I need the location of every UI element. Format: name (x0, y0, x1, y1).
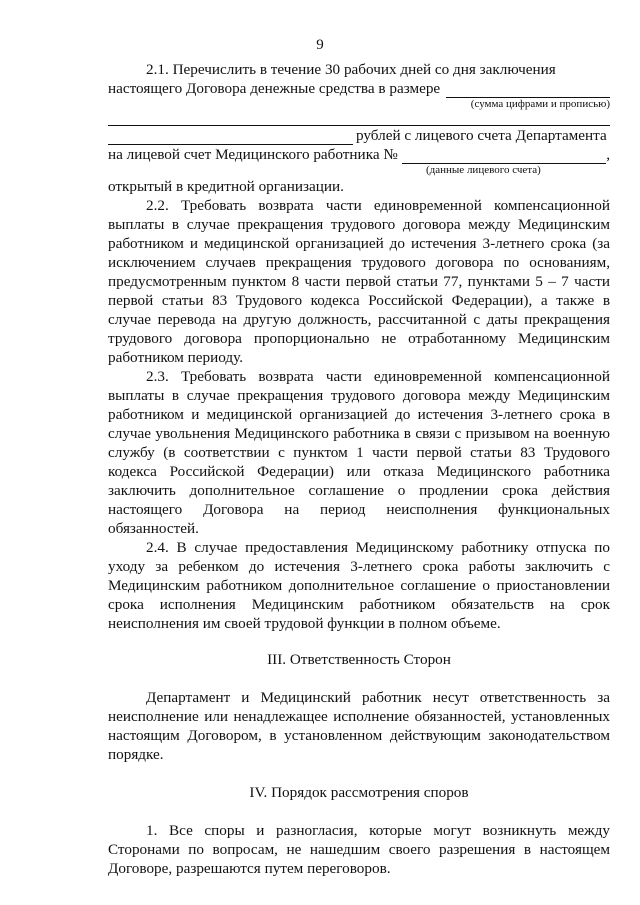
account-comma: , (606, 146, 610, 163)
clause-2-1-opened: открытый в кредитной организации. (108, 178, 344, 195)
page-number: 9 (316, 37, 324, 53)
hint-sum: (сумма цифрами и прописью) (470, 98, 610, 110)
clause-2-1-amount-row (108, 79, 610, 98)
amount-continuation-row (108, 111, 610, 126)
section-3-heading: III. Ответственность Сторон (267, 651, 451, 668)
clause-2-1-account-text: на лицевой счет Медицинского работника № (108, 146, 398, 163)
document-body (108, 60, 610, 878)
clause-2-3: 2.3. Требовать возврата части единовременной компенсационной выплаты в случае прекращения трудового договора между Медицинским работником и медицинской организацией до истечения 3-летнего срока в случае увольнения Медицинского работника в связи с призывом на военную службу (в соответствии с пунктом 1 части первой статьи 83 Трудового кодекса Российской Федерации) или отказа Медицинского работника заключить дополнительное соглашение о продлении срока действия настоящего Договора на период неисполнения функциональных обязанностей. (108, 368, 610, 537)
clause-2-1-rubles-row (108, 126, 610, 145)
section-4-heading: IV. Порядок рассмотрения споров (249, 784, 469, 801)
clause-2-1-account-row (108, 145, 610, 164)
clause-2-1-line1: 2.1. Перечислить в течение 30 рабочих дней со дня заключения (146, 61, 556, 78)
clause-2-4: 2.4. В случае предоставления Медицинскому работнику отпуска по уходу за ребенком до истечения 3-летнего срока работы заключить с Медицинским работником дополнительное соглашение о приостановлении срока исполнения Медицинским работником обязательств на срок неисполнения им своей трудовой функции в полном объеме. (108, 539, 610, 632)
amount-blank-field[interactable] (446, 83, 610, 98)
hint-account: (данные лицевого счета) (426, 164, 541, 176)
amount-continuation-blank[interactable] (108, 111, 610, 126)
clause-2-2: 2.2. Требовать возврата части единовременной компенсационной выплаты в случае прекращения трудового договора между Медицинским работником и медицинской организацией до истечения 3-летнего срока (за исключением случаев прекращения трудового договора по основаниям, предусмотренным пунктом 8 части первой статьи 77, пунктами 5 – 7 части первой статьи 83 Трудового кодекса Российской Федерации), а также в случае перевода на другую должность, рассчитанной с даты прекращения трудового договора пропорционально не отработанному Медицинским работником периоду. (108, 197, 610, 366)
amount-tail-blank[interactable] (108, 130, 353, 145)
section-3-text: Департамент и Медицинский работник несут ответственность за неисполнение или ненадлежащее исполнение обязанностей, установленных настоящим Договором, в установленном действующим законодательством порядке. (108, 689, 610, 763)
account-blank-field[interactable] (402, 149, 606, 164)
section-4-text: 1. Все споры и разногласия, которые могут возникнуть между Сторонами по вопросам, не нашедшим своего разрешения в настоящем Договоре, разрешаются путем переговоров. (108, 822, 610, 877)
clause-2-1-rubles-text: рублей с лицевого счета Департамента (356, 127, 607, 144)
clause-2-1-line2: настоящего Договора денежные средства в размере (108, 80, 441, 97)
